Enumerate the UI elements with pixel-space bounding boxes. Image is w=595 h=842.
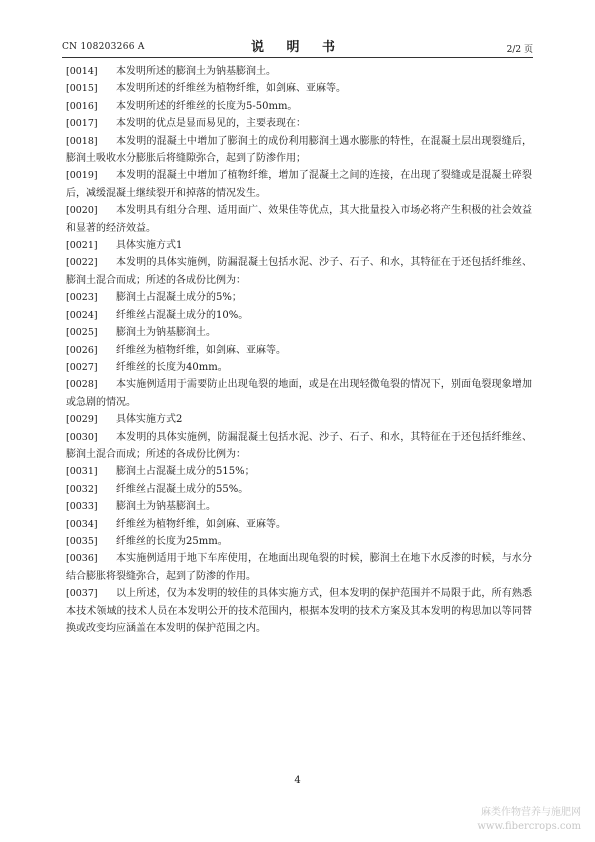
paragraph-text: 膨润土占混凝土成分的515%； — [116, 466, 255, 478]
paragraph-number: [0023] — [66, 292, 98, 304]
document-title: 说 明 书 — [250, 40, 345, 55]
paragraph-text: 具体实施方式1 — [116, 240, 183, 252]
paragraph-number: [0037] — [66, 588, 98, 600]
paragraph-number: [0024] — [66, 309, 98, 321]
paragraph-number: [0033] — [66, 501, 98, 513]
paragraph-number: [0021] — [66, 240, 98, 252]
site-watermark — [477, 806, 581, 834]
paragraph-text: 具体实施方式2 — [116, 414, 183, 426]
paragraph — [66, 429, 532, 464]
paragraph — [66, 463, 532, 480]
paragraph — [66, 80, 532, 97]
paragraph — [66, 498, 532, 515]
paragraph — [66, 324, 532, 341]
paragraph-number: [0034] — [66, 518, 98, 530]
paragraph — [66, 516, 532, 533]
paragraph — [66, 376, 532, 411]
paragraph-text: 本发明的混凝土中增加了植物纤维，增加了混凝土之间的连接，在出现了裂缝或是混凝土碎裂后，减缓混凝土继续裂开和掉落的情况发生。 — [66, 170, 532, 199]
paragraph — [66, 533, 532, 550]
paragraph-number: [0020] — [66, 205, 98, 217]
paragraph-number: [0027] — [66, 361, 98, 373]
page-number: 4 — [294, 775, 301, 786]
paragraph-number: [0022] — [66, 257, 98, 269]
paragraph-text: 纤维丝占混凝土成分的55%。 — [116, 483, 249, 495]
paragraph — [66, 63, 532, 80]
paragraph-number: [0032] — [66, 483, 98, 495]
paragraph-number: [0026] — [66, 344, 98, 356]
paragraph-text: 本发明所述的膨润土为钠基膨润土。 — [116, 66, 276, 77]
section-heading — [66, 237, 532, 254]
paragraph-number: [0014] — [66, 66, 98, 77]
paragraph-text: 纤维丝的长度为40mm。 — [116, 361, 228, 373]
paragraph — [66, 550, 532, 585]
paragraph-number: [0016] — [66, 100, 98, 112]
paragraph — [66, 359, 532, 376]
paragraph — [66, 202, 532, 237]
paragraph — [66, 98, 532, 115]
paragraph — [66, 289, 532, 306]
watermark-title: 麻类作物营养与施肥网 — [481, 807, 581, 818]
paragraph — [66, 342, 532, 359]
paragraph — [66, 133, 532, 168]
paragraph-text: 本发明的混凝土中增加了膨润土的成份利用膨润土遇水膨胀的特性，在混凝土层出现裂缝后，膨润土吸收水分膨胀后将缝隙弥合，起到了防渗作用； — [66, 135, 532, 165]
paragraph-text: 本发明的具体实施例，防漏混凝土包括水泥、沙子、石子、和水，其特征在于还包括纤维丝、膨润土混合而成；所述的各成份比例为： — [66, 257, 532, 286]
paragraph-number: [0017] — [66, 118, 98, 130]
paragraph-text: 本发明的具体实施例，防漏混凝土包括水泥、沙子、石子、和水，其特征在于还包括纤维丝、膨润土混合而成；所述的各成份比例为： — [66, 431, 532, 460]
section-heading — [66, 411, 532, 428]
paragraph-text: 膨润土占混凝土成分的5%； — [116, 292, 242, 304]
paragraph-number: [0015] — [66, 83, 98, 95]
paragraph-text: 本发明具有组分合理、适用面广、效果佳等优点，其大批量投入市场必将产生积极的社会效益和显著的经济效益。 — [66, 205, 532, 234]
paragraph-text: 本实施例适用于地下车库使用，在地面出现龟裂的时候，膨润土在地下水反渗的时候，与水分结合膨胀将裂缝弥合，起到了防渗的作用。 — [66, 553, 532, 582]
paragraph-number: [0018] — [66, 135, 98, 147]
document-number: CN 108203266 A — [62, 42, 145, 52]
paragraph-text: 膨润土为钠基膨润土。 — [116, 501, 216, 513]
paragraph-text: 以上所述，仅为本发明的较佳的具体实施方式，但本发明的保护范围并不局限于此，所有熟悉本技术领域的技术人员在本发明公开的技术范围内，根据本发明的技术方案及其本发明的构思加以等同替换或改变均应涵盖在本发明的保护范围之内。 — [66, 588, 532, 634]
paragraph — [66, 481, 532, 498]
paragraph-text: 膨润土为钠基膨润土。 — [116, 327, 216, 339]
paragraph-number: [0019] — [66, 170, 98, 182]
paragraph-number: [0025] — [66, 327, 98, 339]
watermark-url: www.fibercrops.com — [477, 821, 581, 832]
paragraph-number: [0036] — [66, 553, 98, 565]
document-body — [66, 63, 532, 637]
page-header — [62, 36, 533, 56]
paragraph-number: [0029] — [66, 414, 98, 426]
paragraph — [66, 167, 532, 202]
paragraph — [66, 585, 532, 637]
paragraph-text: 本发明所述的纤维丝的长度为5-50mm。 — [116, 100, 298, 112]
paragraph-number: [0028] — [66, 379, 98, 391]
paragraph-number: [0030] — [66, 431, 98, 443]
paragraph-text: 本实施例适用于需要防止出现龟裂的地面，或是在出现轻微龟裂的情况下，别面龟裂现象增加或急剧的情况。 — [66, 379, 532, 408]
paragraph — [66, 115, 532, 132]
paragraph-text: 本发明的优点是显而易见的，主要表现在： — [116, 118, 306, 130]
paragraph-text: 本发明所述的纤维丝为植物纤维，如剑麻、亚麻等。 — [116, 83, 346, 95]
paragraph-number: [0035] — [66, 535, 98, 547]
header-rule — [62, 57, 533, 58]
paragraph-text: 纤维丝为植物纤维，如剑麻、亚麻等。 — [116, 344, 286, 356]
page-indicator: 2/2 页 — [506, 45, 533, 55]
paragraph-number: [0031] — [66, 466, 98, 478]
paragraph-text: 纤维丝占混凝土成分的10%。 — [116, 309, 249, 321]
paragraph-text: 纤维丝的长度为25mm。 — [116, 535, 228, 547]
paragraph — [66, 254, 532, 289]
paragraph-text: 纤维丝为植物纤维，如剑麻、亚麻等。 — [116, 518, 286, 530]
paragraph — [66, 307, 532, 324]
